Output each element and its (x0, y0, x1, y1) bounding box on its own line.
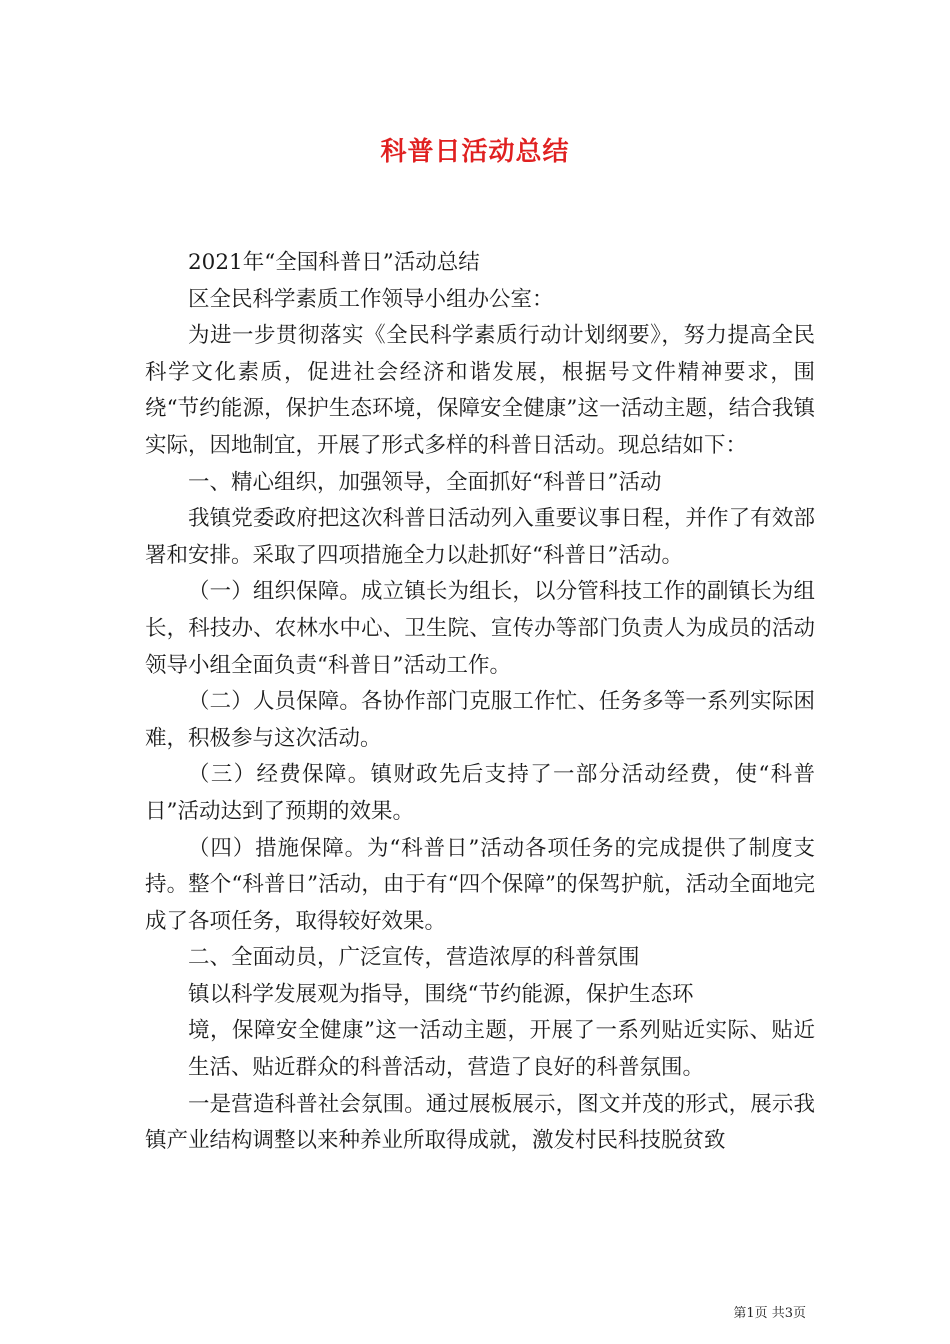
paragraph: 为进一步贯彻落实《全民科学素质行动计划纲要》，努力提高全民科学文化素质，促进社会经济和谐发展，根据号文件精神要求，围绕“节约能源，保护生态环境，保障安全健康”这一活动主题，结合我镇实际，因地制宜，开展了形式多样的科普日活动。现总结如下： (145, 323, 815, 458)
paragraph: 一是营造科普社会氛围。通过展板展示，图文并茂的形式，展示我镇产业结构调整以来种养业所取得成就，激发村民科技脱贫致 (145, 1091, 815, 1154)
section-heading: 二、全面动员，广泛宣传，营造浓厚的科普氛围 (188, 945, 640, 971)
page-title: 科普日活动总结 (380, 137, 570, 167)
document-body (145, 245, 815, 1160)
paragraph: 区全民科学素质工作领导小组办公室： (188, 286, 554, 312)
paragraph: （三）经费保障。镇财政先后支持了一部分活动经费，使“科普日”活动达到了预期的效果。 (145, 762, 815, 824)
paragraph: 2021年“全国科普日”活动总结 (188, 250, 480, 275)
page-number: 第1页 共3页 (733, 1306, 806, 1321)
paragraph: 境，保障安全健康”这一活动主题，开展了一系列贴近实际、贴近生活、贴近群众的科普活动，营造了良好的科普氛围。 (188, 1018, 815, 1081)
paragraph: （二）人员保障。各协作部门克服工作忙、任务多等一系列实际困难，积极参与这次活动。 (145, 689, 815, 751)
paragraph: （四）措施保障。为“科普日”活动各项任务的完成提供了制度支持。整个“科普日”活动，由于有“四个保障”的保驾护航，活动全面地完成了各项任务，取得较好效果。 (145, 835, 815, 934)
paragraph: 我镇党委政府把这次科普日活动列入重要议事日程，并作了有效部署和安排。采取了四项措施全力以赴抓好“科普日”活动。 (145, 506, 815, 568)
paragraph: 镇以科学发展观为指导，围绕“节约能源，保护生态环 (188, 981, 694, 1007)
paragraph: （一）组织保障。成立镇长为组长，以分管科技工作的副镇长为组长，科技办、农林水中心、卫生院、宣传办等部门负责人为成员的活动领导小组全面负责“科普日”活动工作。 (145, 579, 815, 678)
section-heading: 一、精心组织，加强领导，全面抓好“科普日”活动 (188, 469, 662, 495)
